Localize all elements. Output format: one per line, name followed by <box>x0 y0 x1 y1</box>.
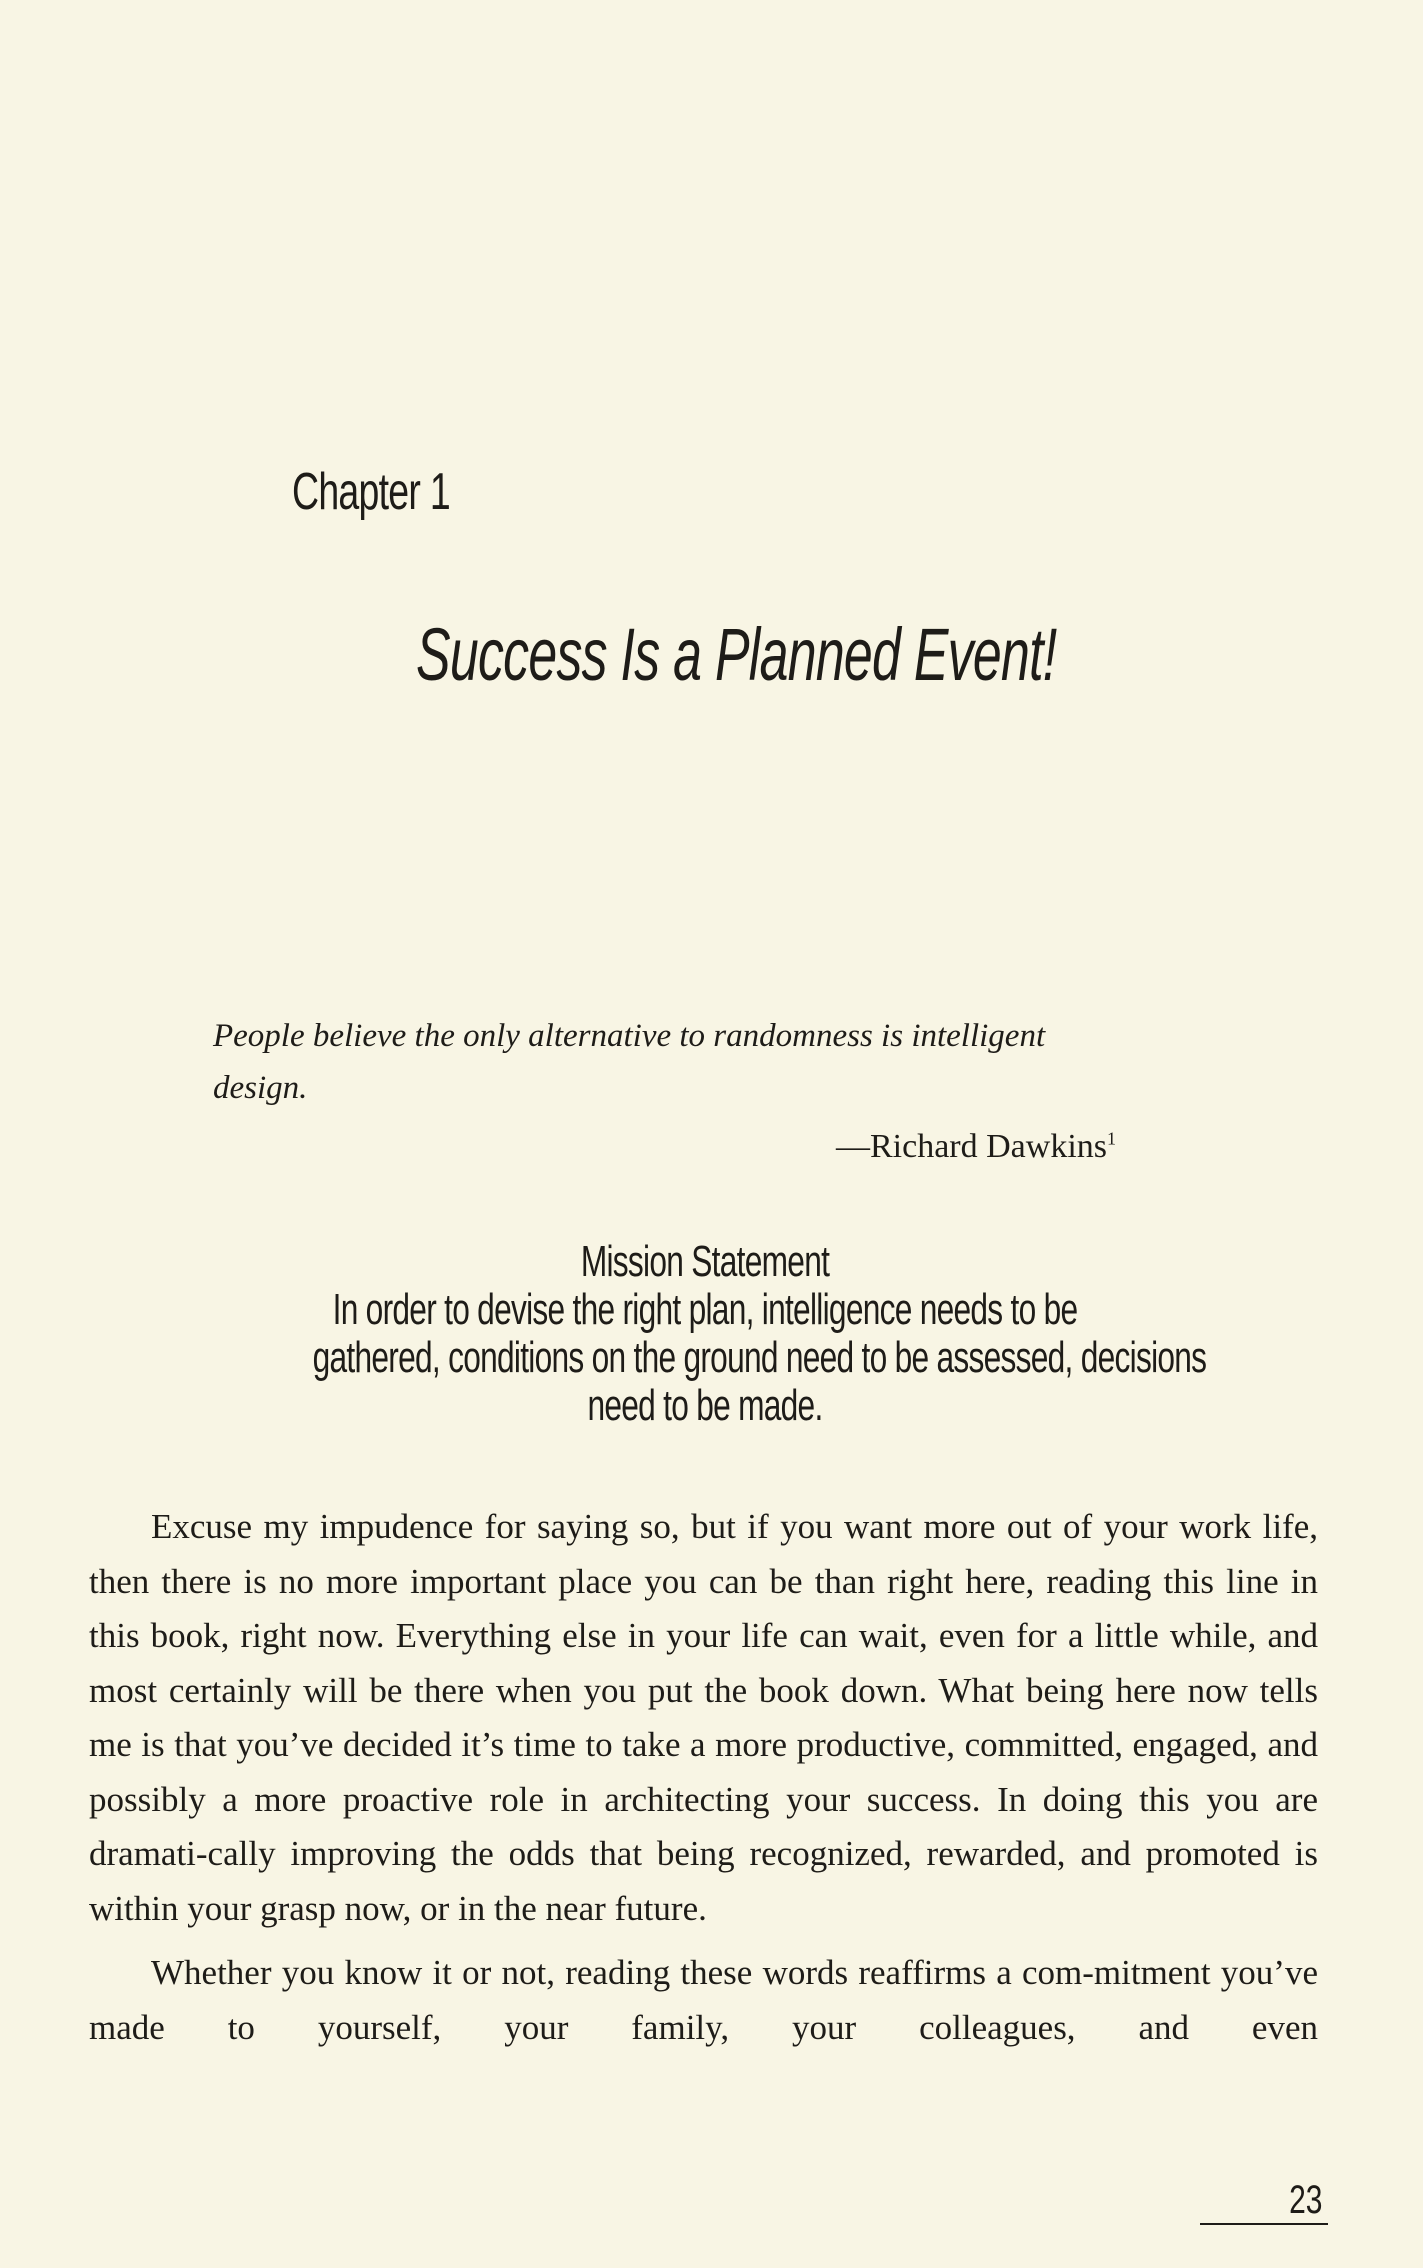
page-number-text: 23 <box>1288 2178 1322 2222</box>
chapter-label: Chapter 1 <box>292 463 450 521</box>
body-text <box>89 1500 1318 2065</box>
epigraph-attribution <box>836 1128 1116 1166</box>
epigraph-quote: People believe the only alternative to randomness is intelligent design. <box>213 1018 1046 1106</box>
chapter-title: Success Is a Planned Event! <box>416 613 1057 696</box>
footnote-marker: 1 <box>1107 1128 1117 1149</box>
attribution-text: —Richard Dawkins <box>836 1128 1108 1165</box>
mission-line: In order to devise the right plan, intelligence needs to be <box>332 1285 1078 1334</box>
epigraph <box>213 1010 1113 1114</box>
mission-line: gathered, conditions on the ground need to be assessed, decisions <box>312 1333 1207 1382</box>
body-paragraph: Whether you know it or not, reading these words reaffirms a com-mitment you’ve made to yourself, your family, your colleagues, and even <box>89 1953 1318 2047</box>
mission-statement <box>160 1238 1250 1430</box>
mission-heading: Mission Statement <box>580 1237 830 1286</box>
page-number <box>1200 2178 1328 2225</box>
body-paragraph: Excuse my impudence for saying so, but if you want more out of your work life, then there is no more important place you can be than right here, reading this line in this book, right now. Everything else in your life can wait, even for a little while, and most certainly will be there when you put the book down. What being here now tells me is that you’ve decided it’s time to take a more productive, committed, engaged, and possibly a more proactive role in architecting your success. In doing this you are dramati-cally improving the odds that being recognized, rewarded, and promoted is within your grasp now, or in the near future. <box>89 1507 1318 1928</box>
mission-line: need to be made. <box>587 1381 823 1430</box>
